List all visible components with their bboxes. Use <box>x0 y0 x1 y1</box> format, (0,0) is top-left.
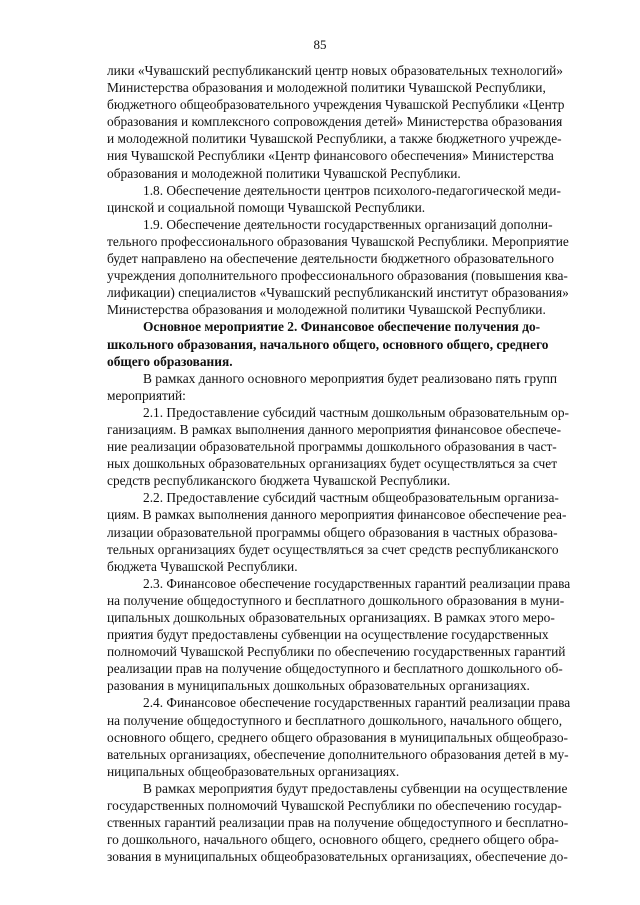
heading-line: общего образования. <box>107 353 233 369</box>
text-line: мероприятий: <box>107 387 186 403</box>
text-line: основного общего, среднего общего образования в муниципальных общеобразо- <box>107 729 569 745</box>
text-line: В рамках данного основного мероприятия будет реализовано пять групп <box>143 370 558 386</box>
text-line: вательных организациях, обеспечение дополнительного образования детей в му- <box>107 746 569 762</box>
text-line: учреждения дополнительного профессионального образования (повышения ква- <box>107 268 568 284</box>
text-line: 2.1. Предоставление субсидий частным дошкольным образовательным ор- <box>143 404 570 420</box>
text-line: циям. В рамках выполнения данного мероприятия финансовое обеспечение реа- <box>107 507 567 523</box>
text-line: ния Чувашской Республики «Центр финансового обеспечения» Министерства <box>107 148 554 164</box>
text-line: тельных организациях будет осуществляться за счет средств республиканского <box>107 541 559 557</box>
body-text <box>107 62 571 865</box>
text-line: будет направлено на обеспечение деятельности бюджетного образовательного <box>107 251 554 267</box>
text-line: ных дошкольных образовательных организациях будет осуществляться за счет <box>107 456 558 472</box>
text-line: на получение общедоступного и бесплатного дошкольного образования в муни- <box>107 592 565 608</box>
text-line: лики «Чувашский республиканский центр новых образовательных технологий» <box>107 63 563 78</box>
text-line: лизации образовательной программы общего образования в частных образова- <box>107 524 558 540</box>
text-line: приятия будут предоставлены субвенции на осуществление государственных <box>107 627 549 643</box>
heading-line: Основное мероприятие 2. Финансовое обеспечение получения до- <box>143 319 541 335</box>
text-line: бюджетного общеобразовательного учреждения Чувашской Республики «Центр <box>107 97 565 113</box>
text-line: В рамках мероприятия будут предоставлены субвенции на осуществление <box>143 780 568 796</box>
heading-line: школьного образования, начального общего, основного общего, среднего <box>107 336 549 352</box>
text-line: бюджета Чувашской Республики. <box>107 558 298 574</box>
page-number: 85 <box>313 37 327 52</box>
text-line: тельного профессионального образования Чувашской Республики. Мероприятие <box>107 233 569 249</box>
text-line: реализации прав на получение общедоступного и бесплатного дошкольного об- <box>107 661 563 677</box>
text-line: 2.2. Предоставление субсидий частным общеобразовательным организа- <box>143 490 559 506</box>
text-line: образования и комплексного сопровождения детей» Министерства образования <box>107 114 563 130</box>
text-line: зования в муниципальных общеобразовательных организациях, обеспечение до- <box>107 849 568 865</box>
text-line: разования в муниципальных дошкольных образовательных организациях. <box>107 678 530 694</box>
text-line: полномочий Чувашской Республики по обеспечению государственных гарантий <box>107 644 566 660</box>
text-line: образования и молодежной политики Чувашской Республики. <box>107 165 461 181</box>
text-line: средств республиканского бюджета Чувашской Республики. <box>107 473 451 489</box>
text-line: Министерства образования и молодежной политики Чувашской Республики, <box>107 80 546 96</box>
text-line: 1.9. Обеспечение деятельности государственных организаций дополни- <box>143 216 553 232</box>
text-line: ниципальных общеобразовательных организациях. <box>107 763 400 779</box>
text-line: и молодежной политики Чувашской Республики, а также бюджетного учрежде- <box>107 131 562 147</box>
text-line: на получение общедоступного и бесплатного дошкольного, начального общего, <box>107 712 563 728</box>
text-line: ственных гарантий реализации прав на получение общедоступного и бесплатно- <box>107 815 569 831</box>
text-line: го дошкольного, начального общего, основного общего, среднего общего обра- <box>107 832 559 848</box>
text-line: государственных полномочий Чувашской Республики по обеспечению государ- <box>107 798 562 814</box>
text-line: ние реализации образовательной программы дошкольного образования в част- <box>107 439 557 455</box>
text-line: 2.3. Финансовое обеспечение государственных гарантий реализации права <box>143 575 571 591</box>
text-line: 1.8. Обеспечение деятельности центров психолого-педагогической меди- <box>143 182 561 198</box>
text-line: ципальных дошкольных образовательных организациях. В рамках этого меро- <box>107 610 555 625</box>
text-line: лификации) специалистов «Чувашский республиканский институт образования» <box>107 285 569 301</box>
text-line: 2.4. Финансовое обеспечение государственных гарантий реализации права <box>143 695 571 711</box>
text-line: ганизациям. В рамках выполнения данного мероприятия финансовое обеспече- <box>107 421 562 437</box>
text-line: цинской и социальной помощи Чувашской Республики. <box>107 199 426 215</box>
text-line: Министерства образования и молодежной политики Чувашской Республики. <box>107 302 546 318</box>
